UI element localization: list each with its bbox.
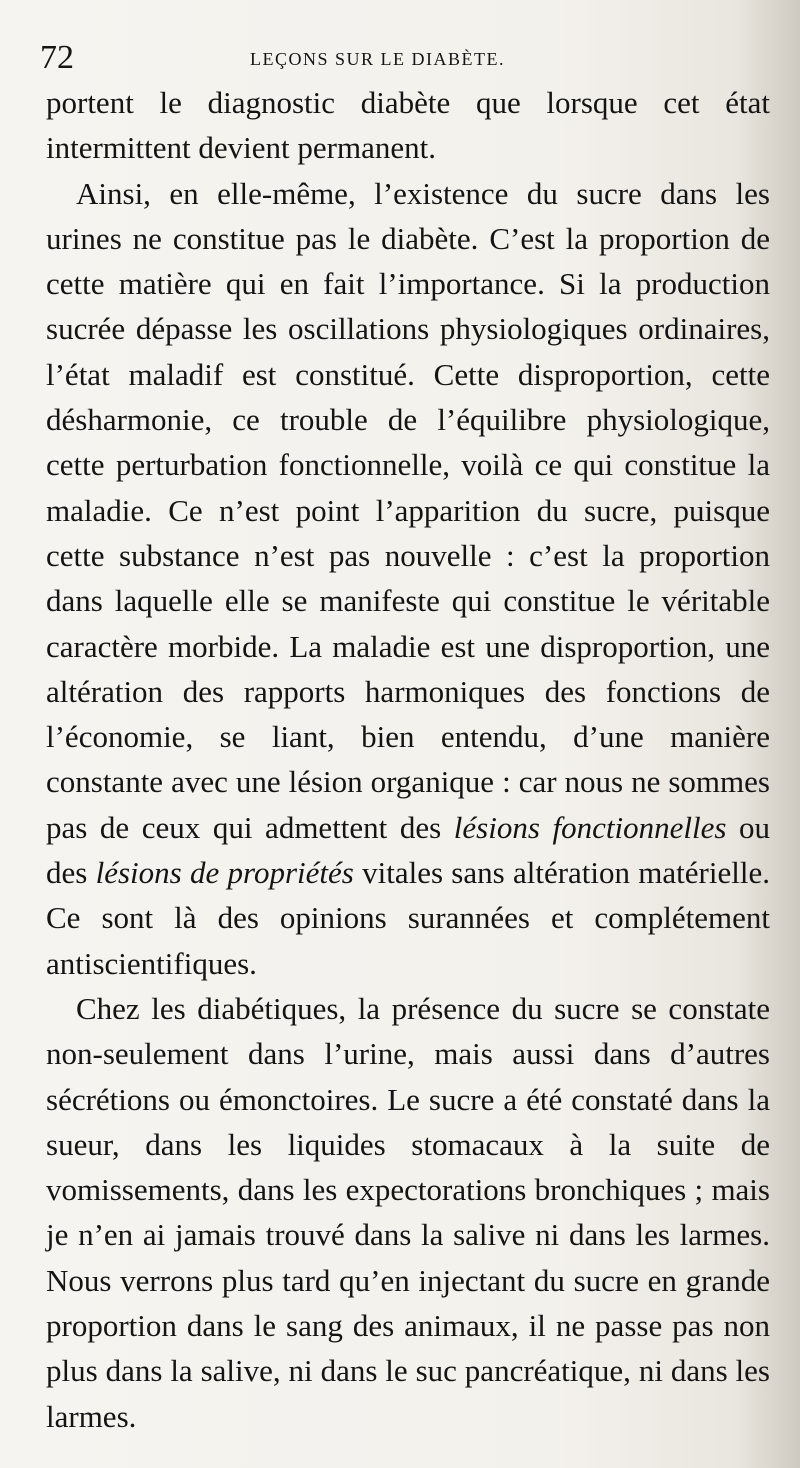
italic-term: lésions fonctionnelles	[453, 809, 727, 845]
text-run: vitales sans altération matérielle. Ce sont là des opinions surannées et complétement antiscientifiques.	[46, 855, 770, 981]
italic-term: lésions de propriétés	[95, 855, 354, 891]
text-run: portent le diagnostic diabète que lorsque cet état intermittent devient permanent.	[46, 85, 770, 166]
text-run: Chez les diabétiques, la présence du sucre se constate non-seulement dans l’urine, mais aussi dans d’autres sécrétions ou émonctoires. Le sucre a été constaté dans la sueur, dans les liquides stomacaux à la suite de vomissements, dans les expectorations bronchiques ; mais je n’en ai jamais trouvé dans la salive ni dans les larmes. Nous verrons plus tard qu’en injectant du sucre en grande proportion dans le sang des animaux, il ne passe pas non plus dans la salive, ni dans le suc pancréatique, ni dans les larmes.	[46, 990, 770, 1434]
paragraph	[46, 986, 770, 1439]
running-title: LEÇONS SUR LE DIABÈTE.	[250, 49, 505, 69]
page-header	[40, 38, 760, 78]
text-run: ou des	[46, 809, 770, 891]
paragraph-continued	[46, 80, 770, 171]
page-number: 72	[40, 39, 74, 76]
body-text	[46, 80, 770, 1439]
text-run: Ainsi, en elle-même, l’existence du sucre dans les urines ne constitue pas le diabète. C’est la proportion de cette matière qui en fait l’importance. Si la production sucrée dépasse les oscillations physiologiques ordinaires, l’état maladif est constitué. Cette disproportion, cette désharmonie, ce trouble de l’équilibre physiologique, cette perturbation fonctionnelle, voilà ce qui constitue la maladie. Ce n’est point l’apparition du sucre, puisque cette substance n’est pas nouvelle : c’est la proportion dans laquelle elle se manifeste qui constitue le véritable caractère morbide. La maladie est une disproportion, une altération des rapports harmoniques des fonctions de l’économie, se liant, bien entendu, d’une manière constante avec une lésion organique : car nous ne sommes pas de ceux qui admettent des	[46, 175, 770, 845]
paragraph	[46, 171, 770, 986]
